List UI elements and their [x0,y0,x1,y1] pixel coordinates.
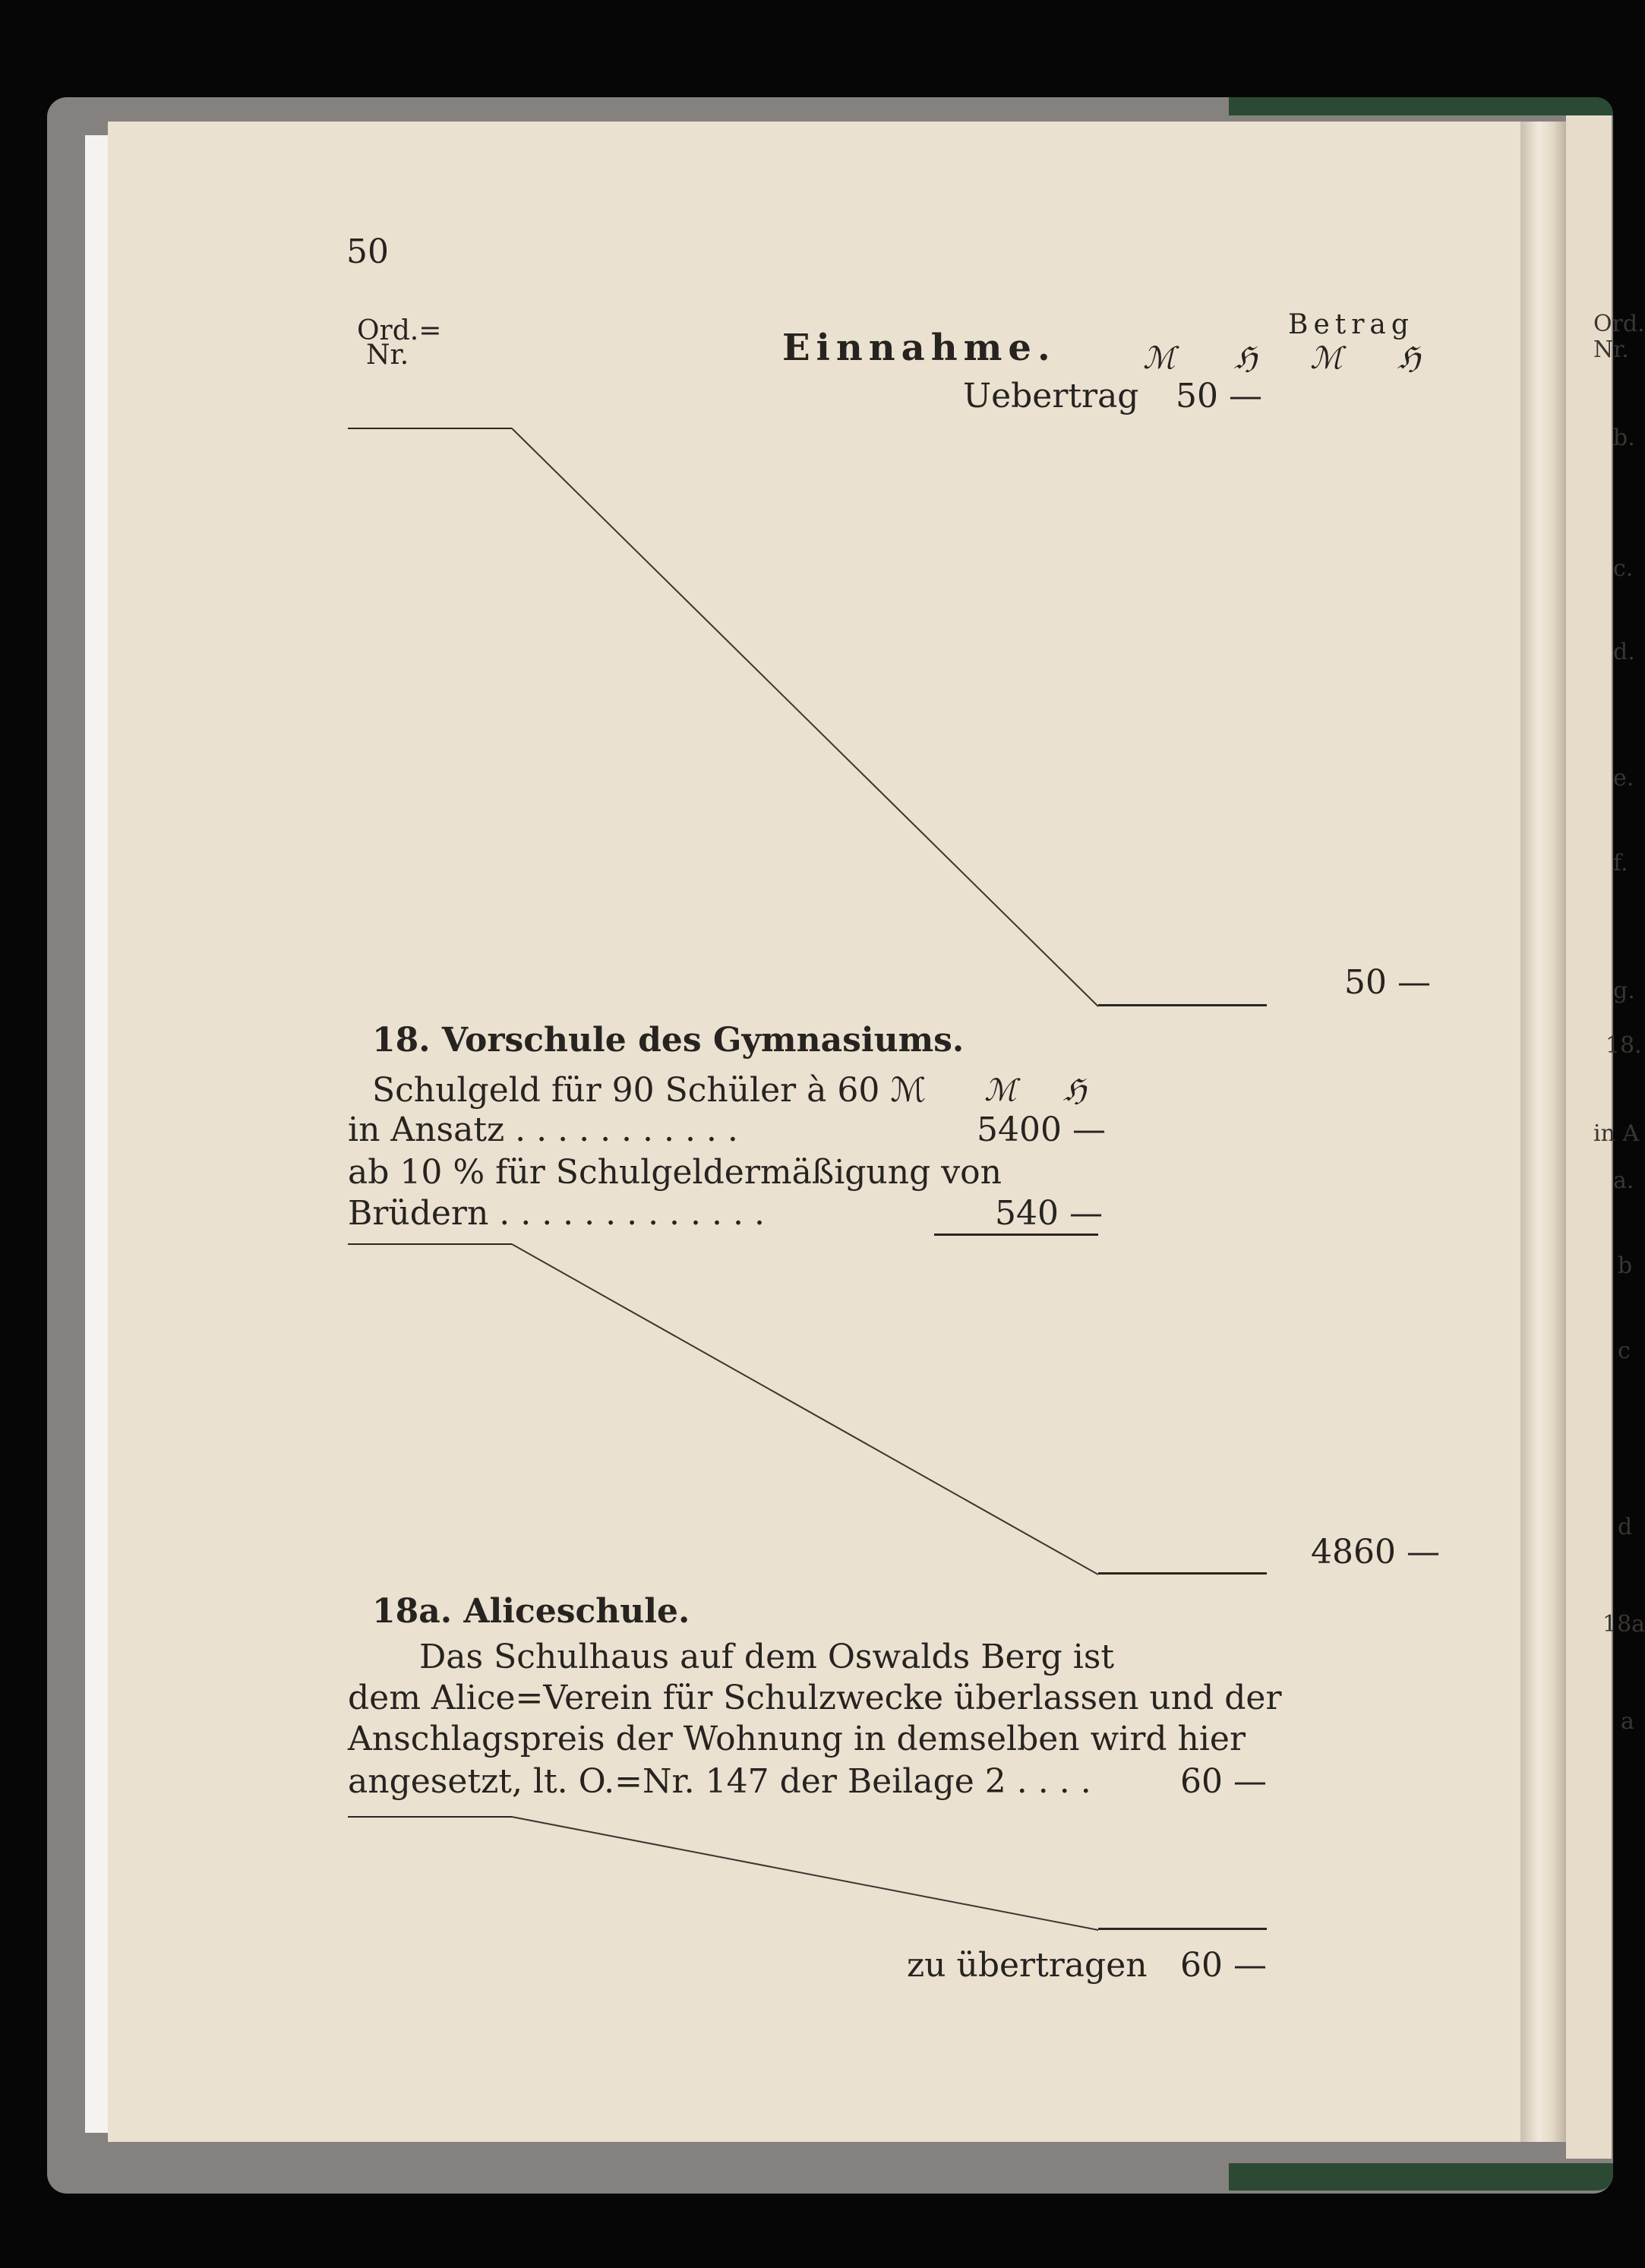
section-18a-heading: 18a. Aliceschule. [372,1592,690,1631]
right-page-mark: 18. [1606,1032,1642,1059]
section-18a-value: 60 — [1180,1762,1267,1801]
carry-forward-value: 60 — [1180,1946,1267,1985]
sum-rule-1 [1098,1004,1267,1006]
section-18-heading: 18. Vorschule des Gymnasiums. [372,1021,965,1060]
right-page-mark: c. [1613,555,1634,582]
right-page-mark: f. [1613,850,1628,877]
right-page-mark: b. [1613,425,1635,451]
uebertrag-value: 50 — [1176,377,1262,415]
right-page-mark: c [1618,1338,1631,1364]
section-18-total: 4860 — [1311,1533,1440,1571]
right-page-mark: b [1618,1252,1633,1279]
section-18a-line4: angesetzt, lt. O.=Nr. 147 der Beilage 2 . . . . [348,1762,1091,1801]
right-page-mark: in A [1593,1120,1640,1147]
sum-rule-2 [1098,1572,1267,1575]
section-18-value2: 5400 — [977,1110,1106,1149]
right-page-header-2: Nr. [1593,336,1629,363]
section-18-line2: in Ansatz . . . . . . . . . . . [348,1110,738,1149]
right-page-mark: g. [1613,978,1635,1004]
section-18-line4: Brüdern . . . . . . . . . . . . . [348,1194,765,1233]
header-ord-nr-1: Ord.= [357,315,442,346]
section-18a-line1: Das Schulhaus auf dem Oswalds Berg ist [419,1638,1115,1676]
header-mark-1: ℳ [1143,341,1176,376]
right-page-mark: d. [1613,639,1635,665]
header-pfennig-1: ℌ [1234,341,1258,376]
section-18a-line3: Anschlagspreis der Wohnung in demselben wird hier [348,1720,1246,1758]
page-number: 50 [346,232,389,271]
diagonal-cancel-1 [512,428,1098,1006]
right-page-mark: a. [1613,1167,1634,1194]
diagonal-cancel-3 [512,1817,1098,1930]
header-betrag: Betrag [1288,309,1414,340]
right-page-mark: e. [1613,765,1634,791]
section-18-unit-mark: ℳ [984,1073,1017,1108]
right-page-mark: a [1621,1708,1634,1735]
total-1: 50 — [1344,963,1431,1002]
section-18-line1: Schulgeld für 90 Schüler à 60 ℳ [372,1071,927,1110]
section-18-subtotal-rule [934,1234,1098,1236]
right-page-mark: 18a [1602,1611,1645,1638]
section-18a-line2: dem Alice=Verein für Schulzwecke überlassen und der [348,1679,1282,1717]
diagonal-cancel-2 [512,1244,1098,1575]
uebertrag-label: Uebertrag [963,377,1139,415]
header-mark-2: ℳ [1310,341,1343,376]
sum-rule-3 [1098,1928,1267,1930]
section-18-value4: 540 — [995,1194,1103,1233]
section-18-unit-pfennig: ℌ [1063,1073,1087,1108]
page-title: Einnahme. [782,327,1056,369]
carry-forward-label: zu übertragen [907,1946,1148,1985]
right-page-mark: d [1618,1514,1633,1540]
section-18-line3: ab 10 % für Schulgeldermäßigung von [348,1153,1002,1192]
header-pfennig-2: ℌ [1397,341,1421,376]
header-ord-nr-2: Nr. [366,340,409,371]
right-page-header-1: Ord. [1593,311,1645,337]
